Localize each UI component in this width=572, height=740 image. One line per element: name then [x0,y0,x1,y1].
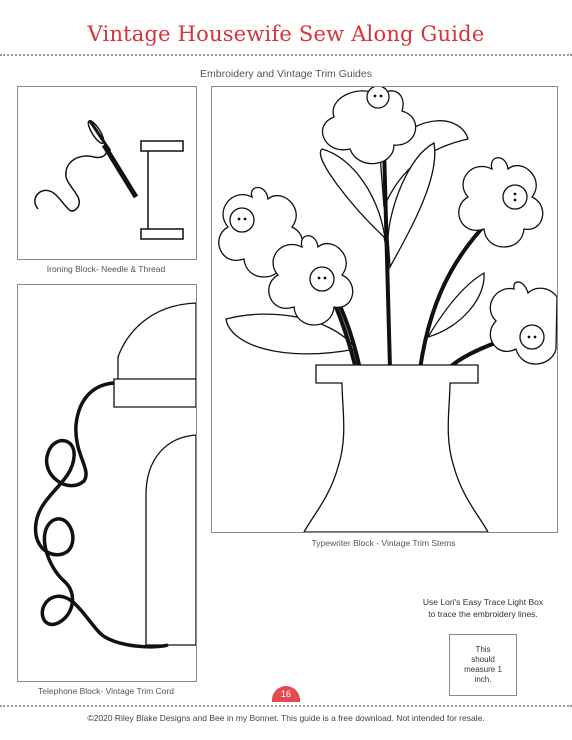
note-line-1: Use Lori's Easy Trace Light Box [422,597,544,607]
note-line-2: to trace the embroidery lines. [428,609,538,619]
ironing-block-frame [17,86,197,260]
flower-vase-illustration [212,87,557,532]
telephone-block-caption: Telephone Block- Vintage Trim Cord [38,686,174,696]
ironing-block-caption: Ironing Block- Needle & Thread [46,264,166,274]
telephone-block-frame [17,284,197,682]
bottom-divider [0,705,572,707]
one-inch-measure-box [449,634,517,696]
page-title: Vintage Housewife Sew Along Guide [87,22,485,46]
telephone-cord-illustration [18,285,196,681]
measure-box-text: This should measure 1 inch. [464,645,502,684]
page-subtitle: Embroidery and Vintage Trim Guides [200,68,372,80]
typewriter-block-frame [211,86,558,533]
light-box-note [408,596,558,620]
footer-copyright: ©2020 Riley Blake Designs and Bee in my Bonnet. This guide is a free download. Not intended for resale. [87,713,485,723]
page-number-badge: 16 [272,686,300,702]
top-divider [0,54,572,56]
typewriter-block-caption: Typewriter Block - Vintage Trim Stems [311,538,456,548]
needle-thread-illustration [18,87,196,259]
